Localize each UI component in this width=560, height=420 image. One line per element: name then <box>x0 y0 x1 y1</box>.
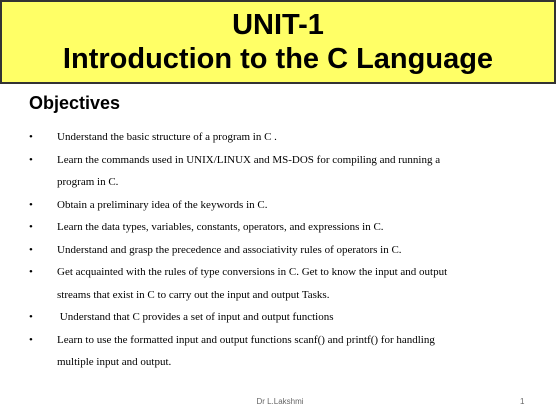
bullet-icon: • <box>29 311 33 323</box>
objective-line: Learn to use the formatted input and output functions scanf() and printf() for handling <box>57 333 435 346</box>
objective-line: program in C. <box>57 176 119 188</box>
objective-line: Understand that C provides a set of input and output functions <box>57 311 334 323</box>
page-number: 1 <box>520 397 525 406</box>
objective-line: multiple input and output. <box>57 356 172 368</box>
objective-item <box>0 329 560 374</box>
objective-item <box>0 216 560 239</box>
objective-item <box>0 261 560 306</box>
objective-item <box>0 126 560 149</box>
objective-item <box>0 149 560 194</box>
objective-line: Understand the basic structure of a program in C . <box>57 131 277 143</box>
bullet-icon: • <box>29 333 33 346</box>
objective-line: Understand and grasp the precedence and associativity rules of operators in C. <box>57 243 402 256</box>
bullet-icon: • <box>29 266 33 278</box>
slide-title: Introduction to the C Language <box>62 43 494 75</box>
bullet-icon: • <box>29 243 33 256</box>
objective-line: streams that exist in C to carry out the input and output Tasks. <box>57 288 330 301</box>
objective-item <box>0 194 560 217</box>
objectives-heading: Objectives <box>29 93 121 113</box>
objective-item <box>0 306 560 329</box>
bullet-icon: • <box>29 198 33 211</box>
unit-title: UNIT-1 <box>232 9 324 41</box>
bullet-icon: • <box>29 221 33 233</box>
objective-line: Obtain a preliminary idea of the keywords in C. <box>57 198 268 211</box>
bullet-icon: • <box>29 153 33 166</box>
bullet-icon: • <box>29 131 33 143</box>
title-banner <box>0 0 556 84</box>
objective-line: Get acquainted with the rules of type conversions in C. Get to know the input and output <box>57 266 448 278</box>
objectives-list <box>0 126 560 374</box>
footer-author: Dr L.Lakshmi <box>256 397 304 406</box>
objective-line: Learn the data types, variables, constants, operators, and expressions in C. <box>57 221 384 233</box>
objective-item <box>0 239 560 262</box>
objective-line: Learn the commands used in UNIX/LINUX and MS-DOS for compiling and running a <box>57 153 441 166</box>
